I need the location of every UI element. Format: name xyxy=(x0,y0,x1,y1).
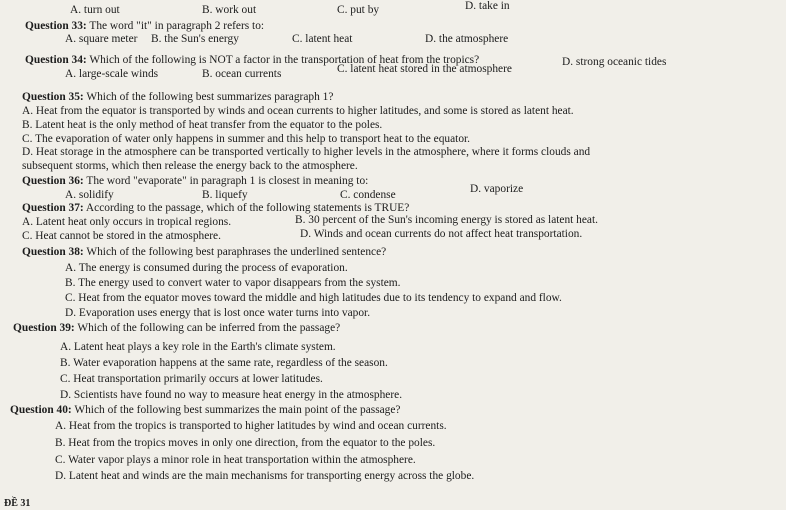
question-38 xyxy=(22,246,386,259)
q40-option-a: A. Heat from the tropics is transported to higher latitudes by wind and ocean currents. xyxy=(55,420,447,432)
q40-option-d: D. Latent heat and winds are the main mechanisms for transporting energy across the globe. xyxy=(55,470,475,482)
q33-option-a: A. square meter xyxy=(65,33,138,45)
q35-option-c: C. The evaporation of water only happens in summer and this help to transport heat to the equator. xyxy=(22,133,471,145)
question-text: The word "it" in paragraph 2 refers to: xyxy=(89,20,265,32)
q39-option-b: B. Water evaporation happens at the same rate, regardless of the season. xyxy=(60,357,388,369)
q37-option-c: C. Heat cannot be stored in the atmosphere. xyxy=(22,230,221,242)
q33-option-d: D. the atmosphere xyxy=(425,33,509,45)
q36-option-c: C. condense xyxy=(340,189,396,201)
q39-option-a: A. Latent heat plays a key role in the Earth's climate system. xyxy=(60,341,336,353)
question-number: Question 36: xyxy=(22,175,84,187)
prev-option-c: C. put by xyxy=(337,4,380,16)
question-number: Question 38: xyxy=(22,246,84,258)
q35-option-a: A. Heat from the equator is transported by winds and ocean currents to higher latitudes, and some is stored as latent heat. xyxy=(22,105,574,117)
q35-option-b: B. Latent heat is the only method of heat transfer from the equator to the poles. xyxy=(22,119,383,131)
question-text: Which of the following is NOT a factor in the transportation of heat from the tropics? xyxy=(89,54,480,66)
question-number: Question 37: xyxy=(22,202,84,214)
question-33 xyxy=(25,20,264,33)
q34-option-a: A. large-scale winds xyxy=(65,68,159,80)
question-number: Question 34: xyxy=(25,54,87,66)
question-36 xyxy=(22,175,368,188)
exam-code-footer: ĐỀ 31 xyxy=(4,498,31,509)
prev-option-a: A. turn out xyxy=(70,4,120,16)
q38-option-d: D. Evaporation uses energy that is lost once water turns into vapor. xyxy=(65,307,371,319)
q38-option-a: A. The energy is consumed during the process of evaporation. xyxy=(65,262,348,274)
question-text: The word "evaporate" in paragraph 1 is closest in meaning to: xyxy=(86,175,369,187)
question-number: Question 39: xyxy=(13,322,75,334)
question-35 xyxy=(22,91,333,104)
q35-option-d: D. Heat storage in the atmosphere can be transported vertically to higher levels in the atmosphere, where it forms clouds and xyxy=(22,146,591,158)
prev-option-b: B. work out xyxy=(202,4,257,16)
q37-option-d: D. Winds and ocean currents do not affect heat transportation. xyxy=(300,228,583,240)
q37-option-b: B. 30 percent of the Sun's incoming energy is stored as latent heat. xyxy=(295,214,598,226)
question-text: Which of the following can be inferred from the passage? xyxy=(77,322,341,334)
q35-option-d-continued: subsequent storms, which then release the energy back to the atmosphere. xyxy=(22,160,358,172)
q34-option-c: C. latent heat stored in the atmosphere xyxy=(337,63,512,75)
q34-option-d: D. strong oceanic tides xyxy=(562,56,667,68)
question-40 xyxy=(10,404,401,417)
q33-option-c: C. latent heat xyxy=(292,33,353,45)
q36-option-b: B. liquefy xyxy=(202,189,248,201)
q34-option-b: B. ocean currents xyxy=(202,68,282,80)
q38-option-b: B. The energy used to convert water to vapor disappears from the system. xyxy=(65,277,401,289)
q39-option-c: C. Heat transportation primarily occurs at lower latitudes. xyxy=(60,373,323,385)
question-number: Question 35: xyxy=(22,91,84,103)
q37-option-a: A. Latent heat only occurs in tropical regions. xyxy=(22,216,232,228)
q40-option-b: B. Heat from the tropics moves in only one direction, from the equator to the poles. xyxy=(55,437,436,449)
question-39 xyxy=(13,322,340,335)
question-text: According to the passage, which of the following statements is TRUE? xyxy=(85,202,410,214)
question-text: Which of the following best summarizes the main point of the passage? xyxy=(74,404,401,416)
question-number: Question 33: xyxy=(25,20,87,32)
question-number: Question 40: xyxy=(10,404,72,416)
q39-option-d: D. Scientists have found no way to measure heat energy in the atmosphere. xyxy=(60,389,403,401)
question-text: Which of the following best summarizes paragraph 1? xyxy=(86,91,334,103)
q33-option-b: B. the Sun's energy xyxy=(151,33,239,45)
prev-option-d: D. take in xyxy=(465,0,510,12)
q36-option-a: A. solidify xyxy=(65,189,114,201)
q38-option-c: C. Heat from the equator moves toward the middle and high latitudes due to its tendency to expand and flow. xyxy=(65,292,562,304)
question-text: Which of the following best paraphrases the underlined sentence? xyxy=(86,246,387,258)
q40-option-c: C. Water vapor plays a minor role in heat transportation within the atmosphere. xyxy=(55,454,416,466)
q36-option-d: D. vaporize xyxy=(470,183,524,195)
